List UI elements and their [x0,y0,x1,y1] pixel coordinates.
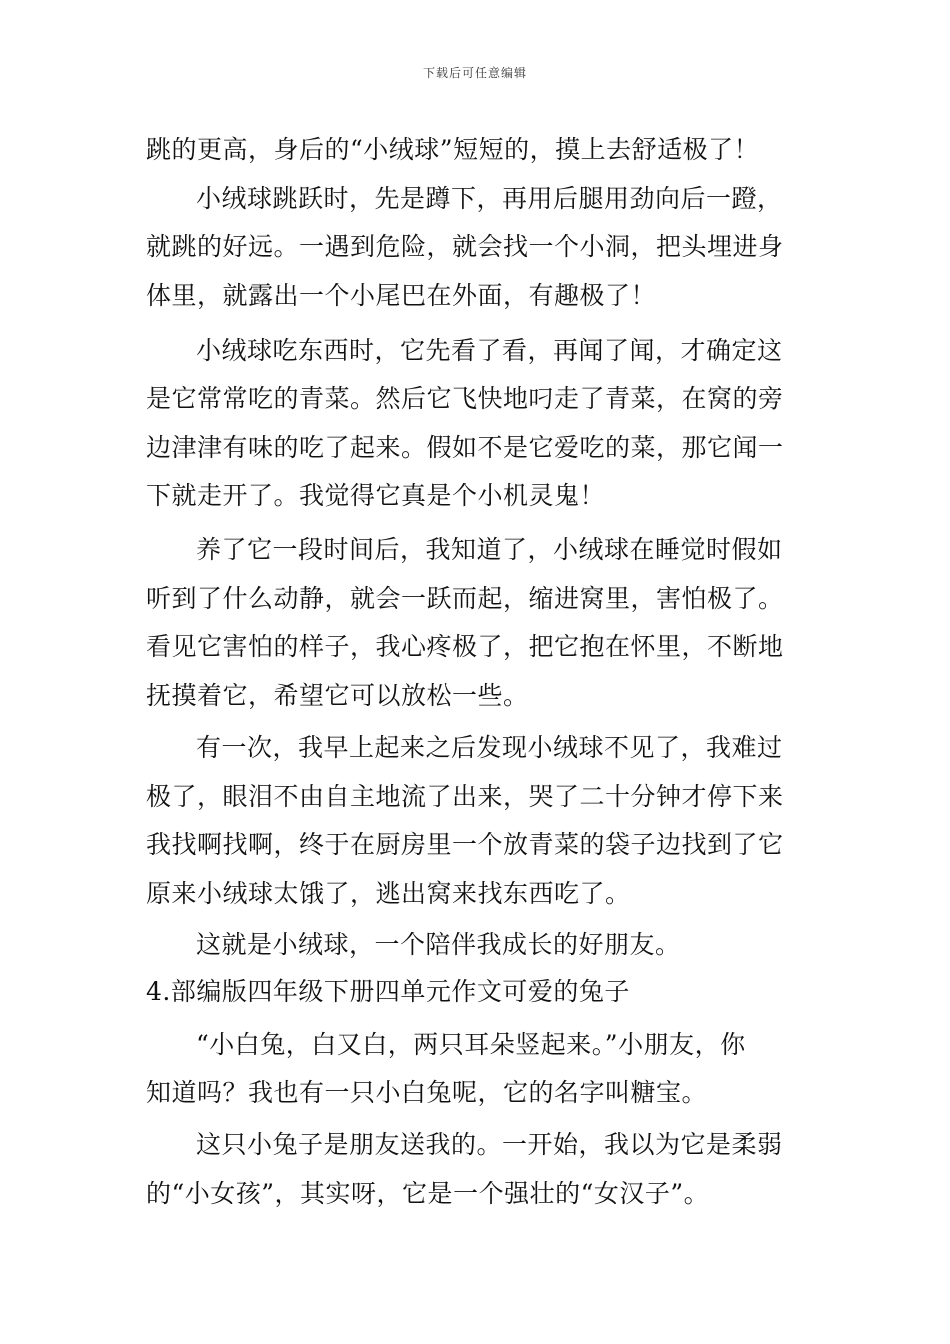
section-heading: 4.部编版四年级下册四单元作文可爱的兔子 [146,977,630,1006]
text-line: 小绒球吃东西时，它先看了看，再闻了闻，才确定这 [196,336,783,365]
text-line: 这就是小绒球，一个陪伴我成长的好朋友。 [196,930,681,959]
text-line: 就跳的好远。一遇到危险，就会找一个小洞，把头埋进身 [146,232,784,261]
text-line: 看见它害怕的样子，我心疼极了，把它抱在怀里，不断地 [146,632,784,661]
text-line: 有一次，我早上起来之后发现小绒球不见了，我难过 [196,733,783,762]
text-line: 极了，眼泪不由自主地流了出来，哭了二十分钟才停下来 [146,782,784,811]
text-line: 听到了什么动静，就会一跃而起，缩进窝里，害怕极了。 [146,584,784,613]
text-line: 下就走开了。我觉得它真是个小机灵鬼！ [146,481,606,510]
text-line: 跳的更高，身后的“小绒球”短短的，摸上去舒适极了！ [146,135,760,164]
text-line: 原来小绒球太饿了，逃出窝来找东西吃了。 [146,879,631,908]
text-line: 是它常常吃的青菜。然后它飞快地叼走了青菜，在窝的旁 [146,384,784,413]
text-line: 体里，就露出一个小尾巴在外面，有趣极了！ [146,281,657,310]
text-line: 边津津有味的吃了起来。假如不是它爱吃的菜，那它闻一 [146,433,784,462]
text-line: 的“小女孩”，其实呀，它是一个强壮的“女汉子”。 [146,1179,710,1208]
text-line: “小白兔，白又白，两只耳朵竖起来。”小朋友，你 [196,1030,746,1059]
header-note: 下载后可任意编辑 [422,66,527,80]
text-line: 养了它一段时间后，我知道了，小绒球在睡觉时假如 [196,535,783,564]
text-line: 我找啊找啊，终于在厨房里一个放青菜的袋子边找到了它 [146,830,784,859]
text-line: 知道吗？我也有一只小白兔呢，它的名字叫糖宝。 [146,1078,708,1107]
text-line: 这只小兔子是朋友送我的。一开始，我以为它是柔弱 [196,1130,783,1159]
text-line: 小绒球跳跃时，先是蹲下，再用后腿用劲向后一蹬， [196,184,783,213]
text-line: 抚摸着它，希望它可以放松一些。 [146,681,529,710]
